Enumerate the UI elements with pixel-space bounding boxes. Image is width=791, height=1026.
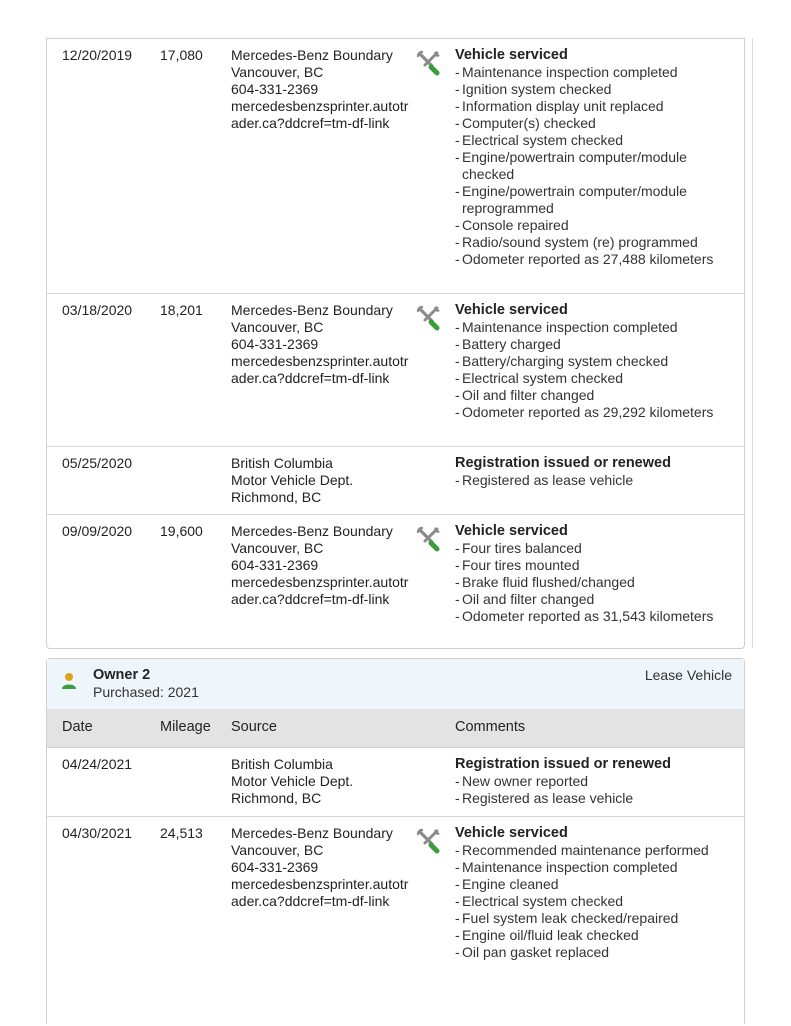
record-detail-list: [455, 64, 740, 268]
wrench-screwdriver-icon: [415, 49, 443, 77]
record-detail-item: - Brake fluid flushed/changed: [455, 574, 740, 591]
source-link[interactable]: mercedesbenzsprinter.autotrader.ca?ddcref=tm-df-link: [231, 98, 409, 131]
history-row: [47, 514, 744, 651]
record-event-title: Vehicle serviced: [455, 523, 568, 539]
owner-header: [47, 659, 744, 710]
record-detail-item: - Electrical system checked: [455, 132, 740, 149]
record-source: [231, 455, 415, 506]
source-line: Richmond, BC: [231, 489, 322, 505]
source-line: 604-331-2369: [231, 336, 319, 352]
history-row: [47, 446, 744, 515]
record-detail-item: - Electrical system checked: [455, 893, 740, 910]
owner1-history-card: [46, 38, 745, 649]
record-detail-item: - New owner reported: [455, 773, 740, 790]
record-detail-item: - Oil and filter changed: [455, 591, 740, 608]
source-line: 604-331-2369: [231, 81, 319, 97]
record-detail-item: - Engine/powertrain computer/module checked: [455, 149, 740, 183]
record-detail-item: - Registered as lease vehicle: [455, 472, 740, 489]
source-line: Vancouver, BC: [231, 842, 324, 858]
history-row: [47, 39, 744, 293]
wrench-screwdriver-icon: [415, 304, 443, 332]
record-detail-item: - Maintenance inspection completed: [455, 319, 740, 336]
record-date: 04/30/2021: [62, 825, 133, 841]
record-detail-list: [455, 540, 740, 625]
record-detail-item: - Engine cleaned: [455, 876, 740, 893]
record-comments: [455, 523, 740, 625]
record-detail-item: - Computer(s) checked: [455, 115, 740, 132]
record-detail-item: - Maintenance inspection completed: [455, 64, 740, 81]
source-line: Motor Vehicle Dept.: [231, 472, 354, 488]
source-line: Richmond, BC: [231, 790, 322, 806]
record-detail-item: - Four tires mounted: [455, 557, 740, 574]
record-detail-item: - Information display unit replaced: [455, 98, 740, 115]
record-detail-list: [455, 842, 740, 961]
record-mileage: 17,080: [160, 47, 203, 63]
record-comments: [455, 47, 740, 268]
record-mileage: 18,201: [160, 302, 203, 318]
column-header-date: Date: [62, 719, 93, 735]
record-detail-item: - Oil pan gasket replaced: [455, 944, 740, 961]
record-comments: [455, 302, 740, 421]
record-event-title: Registration issued or renewed: [455, 455, 671, 471]
record-mileage: 19,600: [160, 523, 203, 539]
source-line: Vancouver, BC: [231, 319, 324, 335]
record-detail-list: [455, 472, 740, 489]
record-detail-item: - Oil and filter changed: [455, 387, 740, 404]
source-line: Motor Vehicle Dept.: [231, 773, 354, 789]
source-line: 604-331-2369: [231, 859, 319, 875]
record-source: [231, 523, 415, 608]
column-header-source: Source: [231, 719, 277, 735]
owner2-history-card: [46, 658, 745, 1024]
record-date: 03/18/2020: [62, 302, 133, 318]
record-detail-item: - Engine/powertrain computer/module reprogrammed: [455, 183, 740, 217]
history-row: [47, 816, 744, 1026]
record-detail-item: - Odometer reported as 29,292 kilometers: [455, 404, 740, 421]
record-event-title: Vehicle serviced: [455, 47, 568, 63]
page-edge-divider: [752, 38, 753, 648]
column-header-mileage: Mileage: [160, 719, 211, 735]
record-detail-item: - Maintenance inspection completed: [455, 859, 740, 876]
record-date: 04/24/2021: [62, 756, 133, 772]
record-event-title: Vehicle serviced: [455, 825, 568, 841]
record-date: 12/20/2019: [62, 47, 133, 63]
record-detail-item: - Engine oil/fluid leak checked: [455, 927, 740, 944]
record-event-title: Vehicle serviced: [455, 302, 568, 318]
record-detail-item: - Battery/charging system checked: [455, 353, 740, 370]
history-row: [47, 293, 744, 447]
owner-purchased-year: Purchased: 2021: [93, 684, 199, 700]
record-event-title: Registration issued or renewed: [455, 756, 671, 772]
record-detail-item: - Console repaired: [455, 217, 740, 234]
column-header-row: [47, 709, 744, 748]
record-mileage: 24,513: [160, 825, 203, 841]
source-line: British Columbia: [231, 756, 333, 772]
source-line: Vancouver, BC: [231, 64, 324, 80]
record-detail-item: - Electrical system checked: [455, 370, 740, 387]
record-detail-item: - Ignition system checked: [455, 81, 740, 98]
record-comments: [455, 455, 740, 489]
record-detail-list: [455, 773, 740, 807]
record-detail-item: - Radio/sound system (re) programmed: [455, 234, 740, 251]
wrench-screwdriver-icon: [415, 525, 443, 553]
source-line: Mercedes-Benz Boundary: [231, 825, 393, 841]
source-line: 604-331-2369: [231, 557, 319, 573]
record-detail-item: - Registered as lease vehicle: [455, 790, 740, 807]
source-line: Mercedes-Benz Boundary: [231, 302, 393, 318]
source-link[interactable]: mercedesbenzsprinter.autotrader.ca?ddcref=tm-df-link: [231, 574, 409, 607]
record-detail-item: - Odometer reported as 31,543 kilometers: [455, 608, 740, 625]
record-date: 09/09/2020: [62, 523, 133, 539]
record-detail-item: - Fuel system leak checked/repaired: [455, 910, 740, 927]
source-line: British Columbia: [231, 455, 333, 471]
record-detail-item: - Four tires balanced: [455, 540, 740, 557]
record-date: 05/25/2020: [62, 455, 133, 471]
column-header-comments: Comments: [455, 719, 526, 735]
wrench-screwdriver-icon: [415, 827, 443, 855]
record-detail-list: [455, 319, 740, 421]
record-source: [231, 47, 415, 132]
record-detail-item: - Recommended maintenance performed: [455, 842, 740, 859]
record-comments: [455, 825, 740, 961]
source-link[interactable]: mercedesbenzsprinter.autotrader.ca?ddcref=tm-df-link: [231, 876, 409, 909]
source-line: Mercedes-Benz Boundary: [231, 523, 393, 539]
owner-vehicle-type: Lease Vehicle: [644, 667, 732, 683]
record-source: [231, 756, 415, 807]
source-line: Vancouver, BC: [231, 540, 324, 556]
record-detail-item: - Battery charged: [455, 336, 740, 353]
record-detail-item: - Odometer reported as 27,488 kilometers: [455, 251, 740, 268]
source-link[interactable]: mercedesbenzsprinter.autotrader.ca?ddcref=tm-df-link: [231, 353, 409, 386]
source-line: Mercedes-Benz Boundary: [231, 47, 393, 63]
record-source: [231, 302, 415, 387]
record-source: [231, 825, 415, 910]
owner-name: Owner 2: [93, 667, 151, 683]
person-icon: [60, 671, 78, 691]
history-row: [47, 748, 744, 816]
record-comments: [455, 756, 740, 807]
